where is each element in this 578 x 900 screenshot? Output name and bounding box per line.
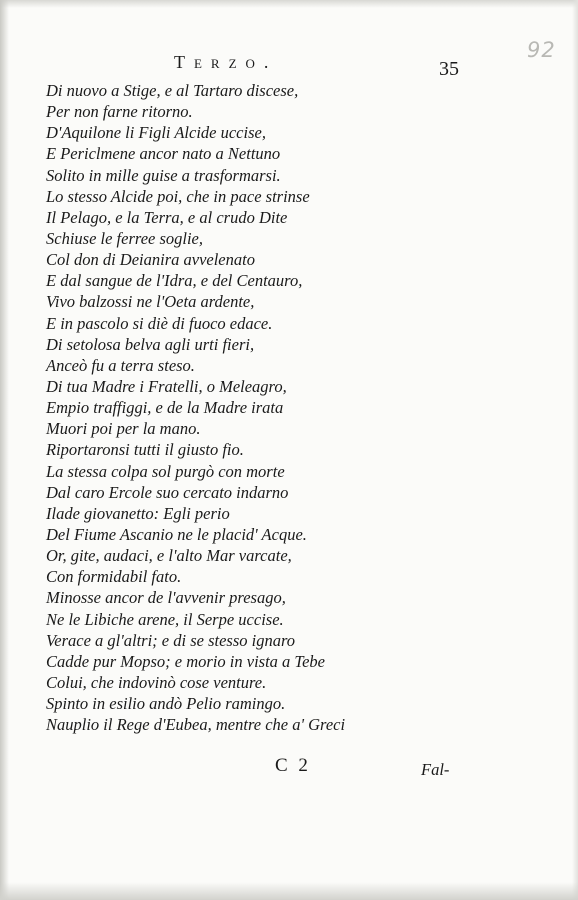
page-edge-left xyxy=(0,0,9,900)
page-edge-bottom xyxy=(0,882,578,900)
verse-line: Anceò fu a terra steso. xyxy=(46,355,195,375)
page-edge-top xyxy=(0,0,578,8)
verse-line: Di setolosa belva agli urti fieri, xyxy=(46,334,255,354)
verse-line: Di nuovo a Stige, e al Tartaro discese, xyxy=(46,81,299,100)
verse-line: Riportaronsi tutti il giusto fio. xyxy=(46,440,244,460)
verse-line: Per non farne ritorno. xyxy=(46,102,193,122)
verse-line: Vivo balzossi ne l'Oeta ardente, xyxy=(46,292,255,312)
verse-line: Dal caro Ercole suo cercato indarno xyxy=(46,482,289,502)
signature-mark: C 2 xyxy=(275,755,311,776)
verse-line: Lo stesso Alcide poi, che in pace strinse xyxy=(46,186,310,206)
verse-line: Cadde pur Mopso; e morio in vista a Tebe xyxy=(46,651,325,671)
page-edge-right xyxy=(572,0,578,900)
verse-line: Di tua Madre i Fratelli, o Meleagro, xyxy=(46,376,287,396)
verse-line: Muori poi per la mano. xyxy=(46,419,201,439)
verse-list xyxy=(46,80,345,735)
verse-line: E Periclmene ancor nato a Nettuno xyxy=(46,144,281,164)
verse-line: Spinto in esilio andò Pelio ramingo. xyxy=(46,694,286,714)
verse-line: Empio traffiggi, e de la Madre irata xyxy=(46,398,284,418)
verse-line: Minosse ancor de l'avvenir presago, xyxy=(46,588,286,608)
page-number: 35 xyxy=(439,58,459,80)
catchword: Fal- xyxy=(421,760,450,779)
pencil-folio-number: 92 xyxy=(527,38,556,62)
verse-line: Colui, che indovinò cose venture. xyxy=(46,672,267,692)
verse-line: Solito in mille guise a trasformarsi. xyxy=(46,165,281,185)
verse-line: Verace a gl'altri; e di se stesso ignaro xyxy=(46,630,296,650)
verse-line: E dal sangue de l'Idra, e del Centauro, xyxy=(46,271,303,291)
verse-line: Ne le Libiche arene, il Serpe uccise. xyxy=(46,609,284,629)
verse-line: Il Pelago, e la Terra, e al crudo Dite xyxy=(46,207,288,227)
verse-line: Col don di Deianira avvelenato xyxy=(46,250,255,270)
verse-line: La stessa colpa sol purgò con morte xyxy=(46,461,285,481)
verse-line: Nauplio il Rege d'Eubea, mentre che a' Greci xyxy=(46,715,346,735)
verse-line: Ilade giovanetto: Egli perio xyxy=(46,503,230,523)
verse-line: Del Fiume Ascanio ne le placid' Acque. xyxy=(46,524,307,544)
verse-line: Or, gite, audaci, e l'alto Mar varcate, xyxy=(46,546,292,566)
running-head-title: Terzo. xyxy=(174,52,278,72)
verse-line: E in pascolo si diè di fuoco edace. xyxy=(46,313,273,333)
verse-line: D'Aquilone li Figli Alcide uccise, xyxy=(46,123,266,143)
verse-line: Con formidabil fato. xyxy=(46,567,182,587)
verse-line: Schiuse le ferree soglie, xyxy=(46,228,204,248)
